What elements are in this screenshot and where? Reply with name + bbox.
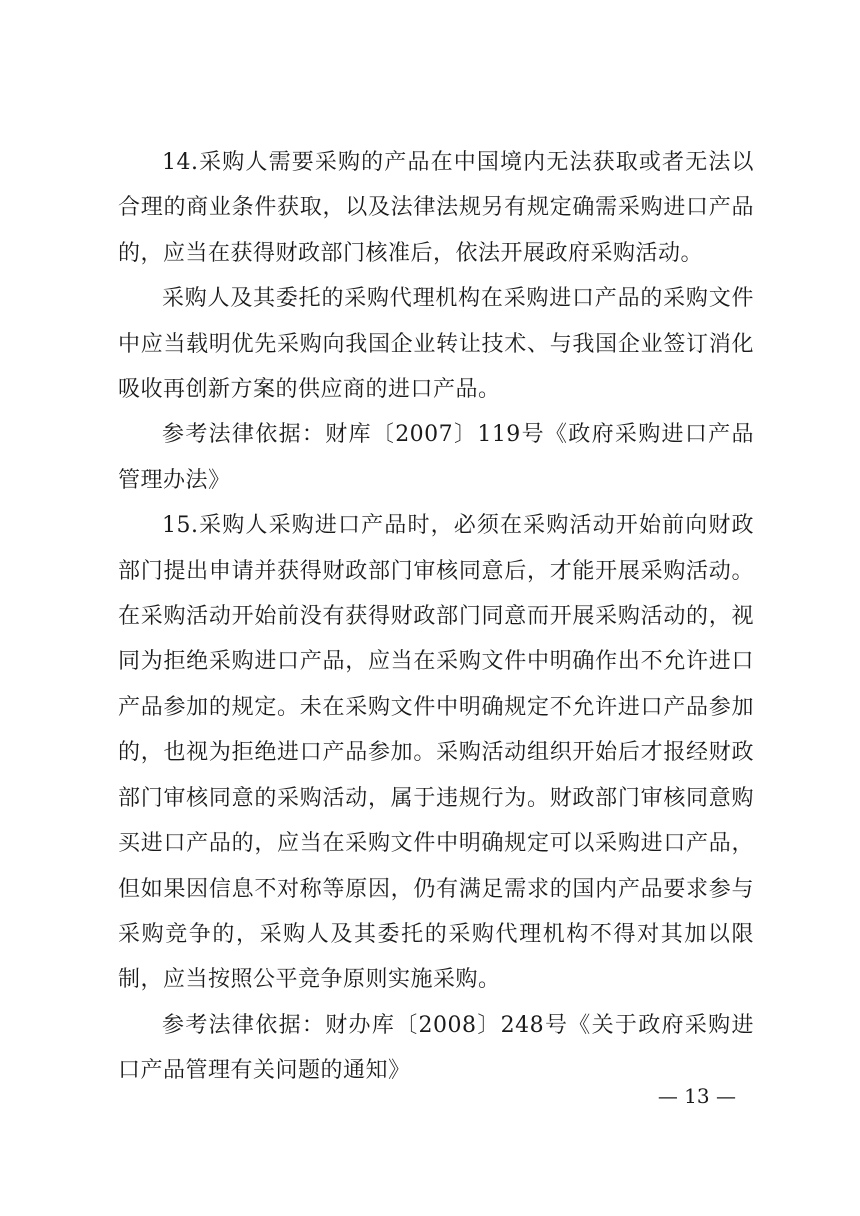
document-body [118, 140, 754, 1094]
paragraph-item-14: 14.采购人需要采购的产品在中国境内无法获取或者无法以合理的商业条件获取，以及法律法规另有规定确需采购进口产品的，应当在获得财政部门核准后，依法开展政府采购活动。 [118, 150, 754, 266]
paragraph-legal-basis-2008: 参考法律依据：财办库〔2008〕248号《关于政府采购进口产品管理有关问题的通知》 [118, 1012, 754, 1084]
paragraph-import-priority: 采购人及其委托的采购代理机构在采购进口产品的采购文件中应当载明优先采购向我国企业转让技术、与我国企业签订消化吸收再创新方案的供应商的进口产品。 [118, 286, 754, 403]
paragraph-item-15: 15.采购人采购进口产品时，必须在采购活动开始前向财政部门提出申请并获得财政部门审核同意后，才能开展采购活动。在采购活动开始前没有获得财政部门同意而开展采购活动的，视同为拒绝采购进口产品，应当在采购文件中明确作出不允许进口产品参加的规定。未在采购文件中明确规定不允许进口产品参加的，也视为拒绝进口产品参加。采购活动组织开始后才报经财政部门审核同意的采购活动，属于违规行为。财政部门审核同意购买进口产品的，应当在采购文件中明确规定可以采购进口产品，但如果因信息不对称等原因，仍有满足需求的国内产品要求参与采购竞争的，采购人及其委托的采购代理机构不得对其加以限制，应当按照公平竞争原则实施采购。 [118, 513, 754, 993]
paragraph-legal-basis-2007: 参考法律依据：财库〔2007〕119号《政府采购进口产品管理办法》 [118, 422, 754, 493]
page-number: — 13 — [657, 1084, 736, 1108]
